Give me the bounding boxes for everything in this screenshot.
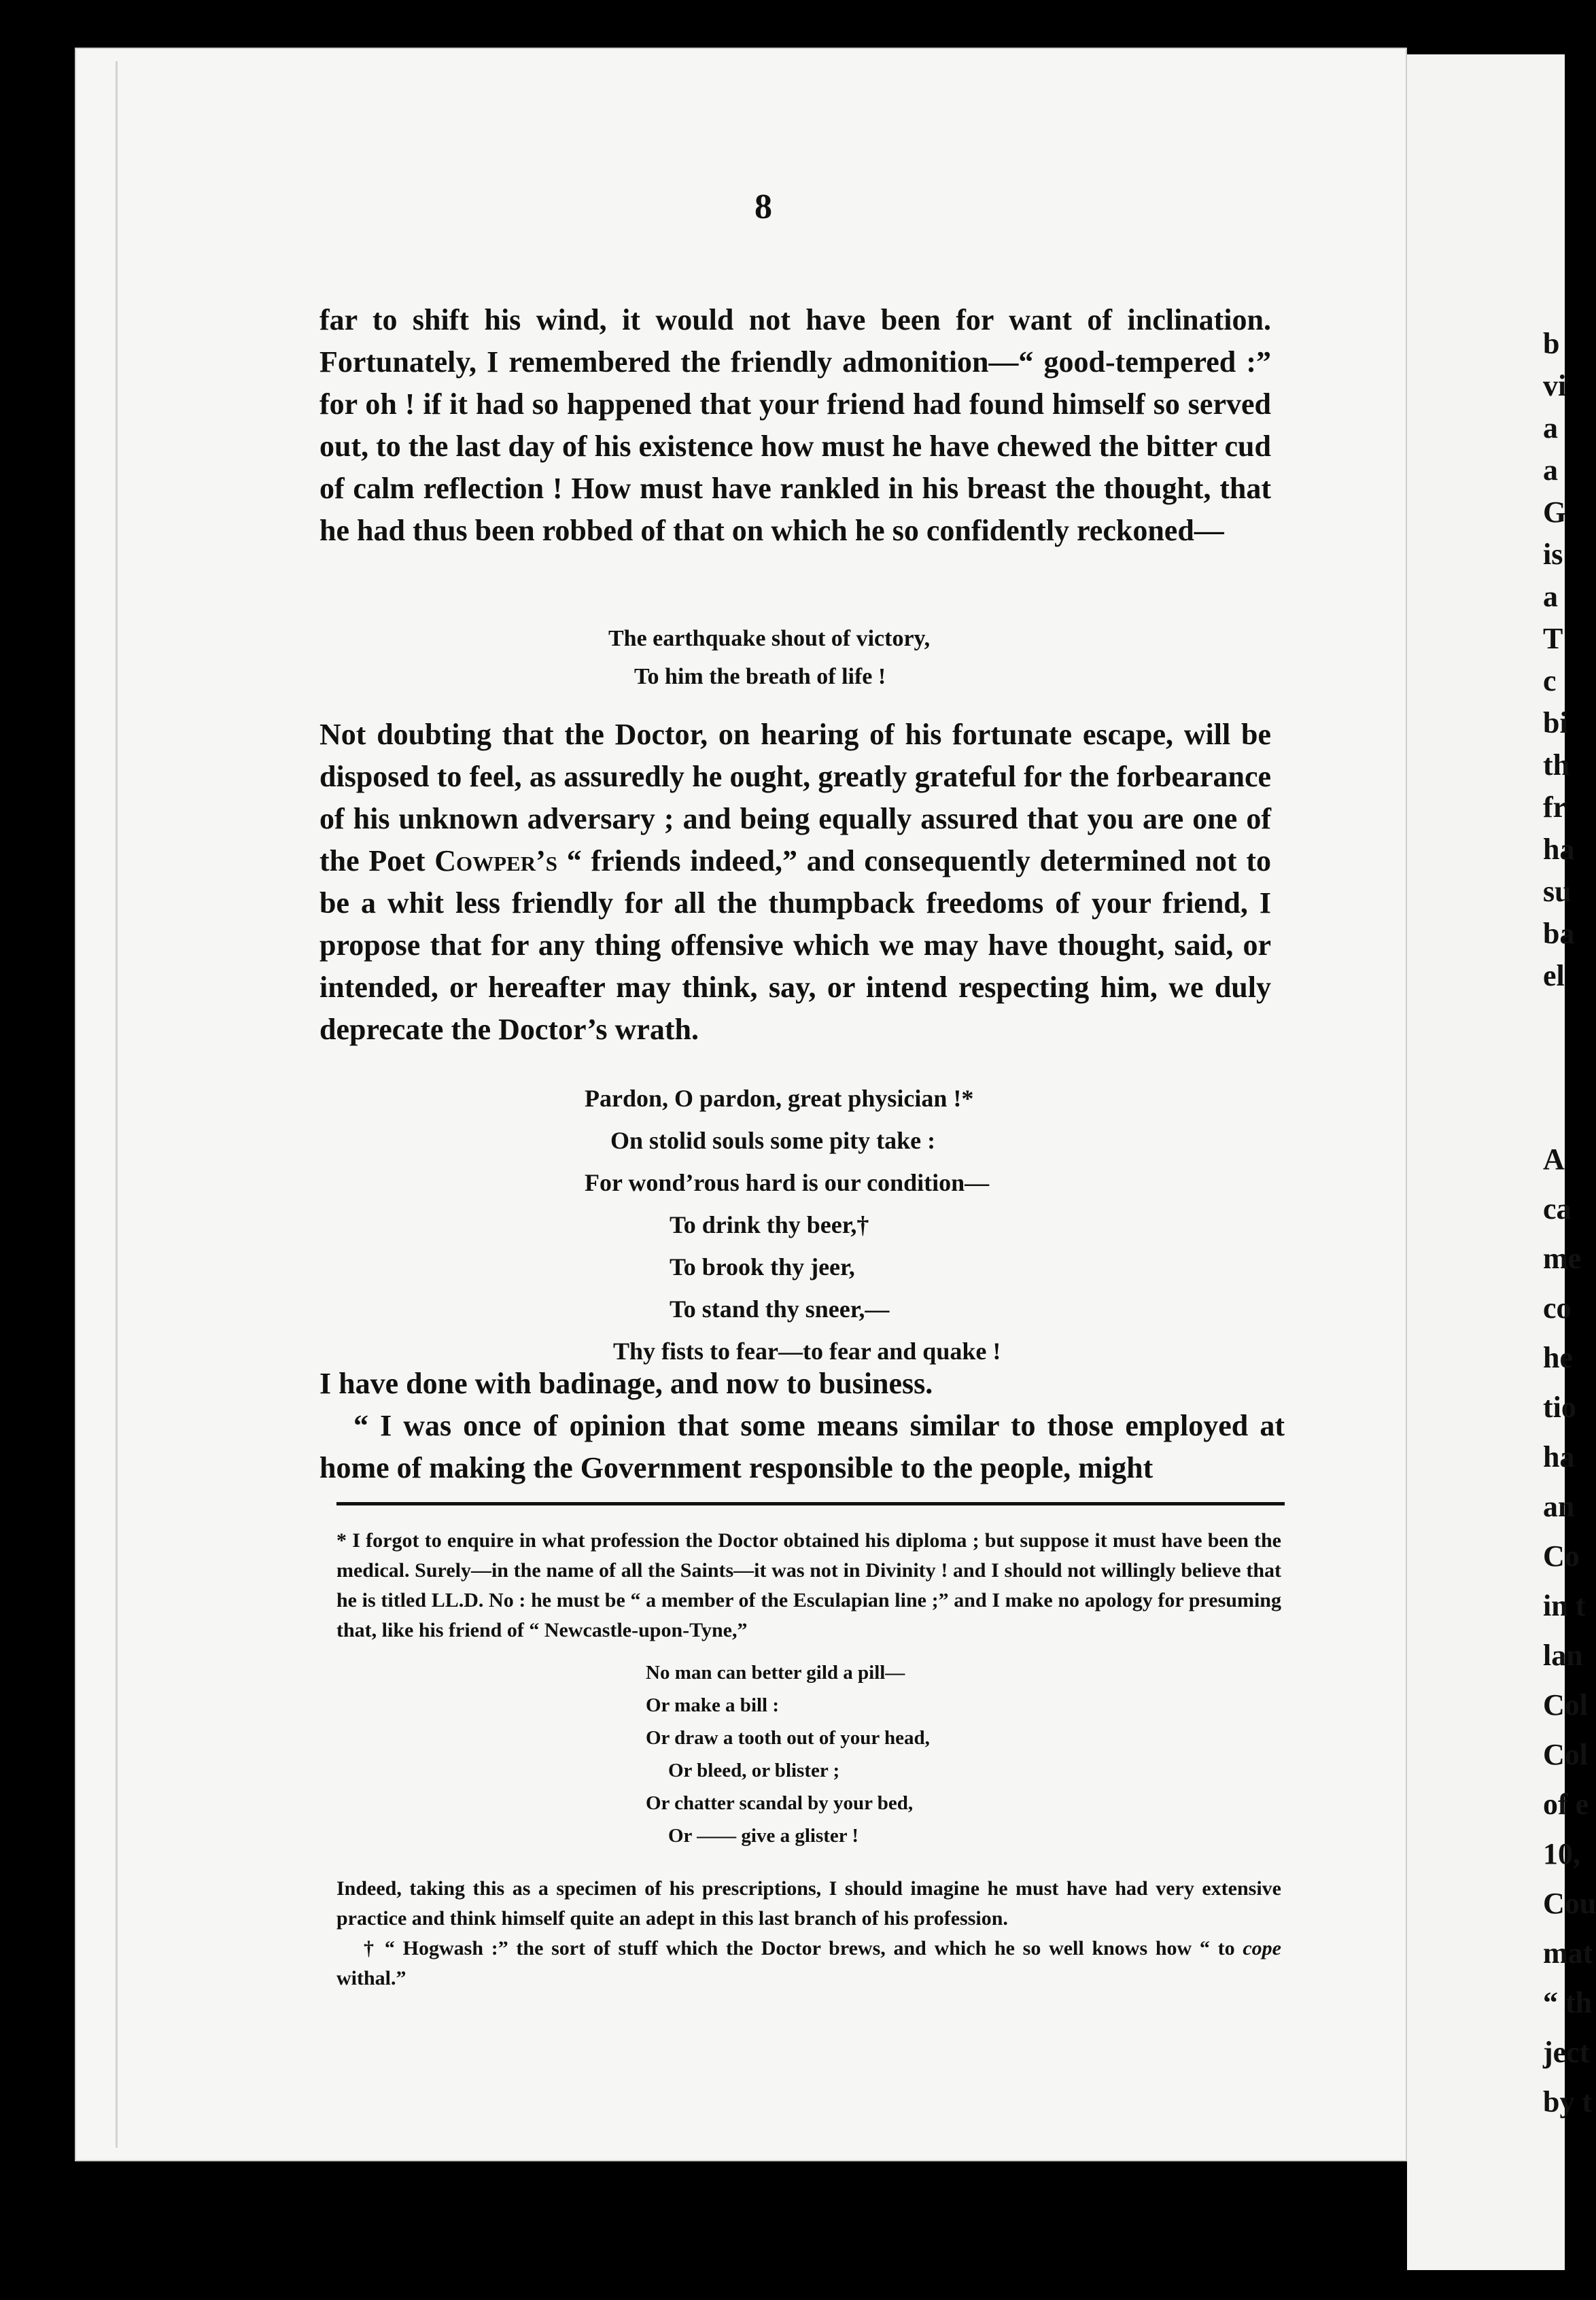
paragraph-3 — [319, 1363, 1285, 1489]
adjacent-page-text: a — [1543, 411, 1558, 445]
page-edge — [116, 61, 118, 2148]
adjacent-page-text: tio — [1543, 1391, 1576, 1424]
adjacent-page-text: a — [1543, 453, 1558, 487]
adjacent-page-text: su — [1543, 875, 1572, 908]
adjacent-page-text: b — [1543, 327, 1560, 360]
adjacent-page-text: vi — [1543, 369, 1567, 402]
adjacent-page-text: mat — [1543, 1936, 1593, 1970]
paragraph-2 — [319, 714, 1271, 1051]
adjacent-page-text: ha — [1543, 833, 1575, 866]
paragraph-3-line: I have done with badinage, and now to business. — [319, 1367, 933, 1400]
paragraph-2-text — [319, 714, 1271, 1051]
verse-line: Or make a bill : — [646, 1694, 780, 1716]
adjacent-page-text: ba — [1543, 917, 1575, 950]
adjacent-page-text: co — [1543, 1291, 1572, 1325]
paragraph-2-part: Not doubting that the Doctor, on hearing of his fortunate escape, will be disposed to feel, as assuredly he ought, greatly grateful for the forbearance of his unknown adversary ; and being equally assured that you are one of the Poet — [319, 718, 1271, 877]
adjacent-page-text: an — [1543, 1490, 1575, 1523]
footnotes — [336, 1526, 1281, 1993]
footnote-2-part: † “ Hogwash :” the sort of stuff which the Doctor brews, and which he so well knows how “ to — [364, 1937, 1243, 1959]
verse-line: To brook thy jeer, — [670, 1253, 855, 1280]
verse-line: For wond’rous hard is our condition— — [585, 1169, 990, 1196]
adjacent-page-text: he — [1543, 1341, 1573, 1374]
adjacent-page-text: 10, — [1543, 1837, 1580, 1870]
adjacent-page-text: ject — [1543, 2036, 1590, 2069]
verse-line: No man can better gild a pill— — [646, 1662, 905, 1684]
adjacent-page-fragment — [1407, 54, 1596, 2270]
adjacent-page-text: bi — [1543, 706, 1568, 739]
adjacent-page-text: is — [1543, 538, 1563, 571]
adjacent-page-text: me — [1543, 1242, 1582, 1275]
adjacent-page-text: fr — [1543, 790, 1567, 824]
adjacent-page-text: a — [1543, 580, 1558, 613]
verse-line: The earthquake shout of victory, — [608, 626, 931, 651]
poet-name: Cowper’s — [434, 844, 558, 877]
verse-line: To drink thy beer,† — [670, 1211, 869, 1238]
verse-line: Or chatter scandal by your bed, — [646, 1792, 914, 1814]
verse-line: Or bleed, or blister ; — [668, 1760, 840, 1781]
verse-line: Or —— give a glister ! — [668, 1825, 859, 1847]
page-number: 8 — [754, 188, 772, 226]
verse-line: To stand thy sneer,— — [670, 1295, 890, 1323]
footnote-2-italic: cope — [1243, 1937, 1281, 1959]
adjacent-page-text: ca — [1543, 1192, 1572, 1225]
adjacent-page-text: of e — [1543, 1788, 1589, 1821]
footnote-1: * I forgot to enquire in what profession the Doctor obtained his diploma ; but suppose it must have been the medical. Surely—in the name of all the Saints—it was not in Divinity ! and I should not willingly believe that he is titled LL.D. No : he must be “ a member of the Esculapian line ;” and I make no apology for presuming that, like his friend of “ Newcastle-upon-Tyne,” — [336, 1529, 1281, 1641]
adjacent-page-text: ha — [1543, 1440, 1575, 1474]
adjacent-page-text: “ th — [1543, 1986, 1593, 2019]
adjacent-page-text: c — [1543, 664, 1557, 697]
adjacent-page-text: by t — [1543, 2085, 1593, 2119]
verse-line: Thy fists to fear—to fear and quake ! — [613, 1338, 1001, 1365]
paragraph-2-part: “ friends indeed,” and consequently determined not to be a whit less friendly for all the thumpback freedoms of your friend, I propose that for any thing offensive which we may have thought, said, or intended, or hereafter may think, say, or intend respecting him, we duly deprecate the Doctor’s wrath. — [319, 844, 1271, 1046]
adjacent-page-text: Cou — [1543, 1887, 1596, 1920]
verse-line: To him the breath of life ! — [634, 664, 886, 689]
adjacent-page-text: lan — [1543, 1639, 1583, 1672]
adjacent-page-text: T — [1543, 622, 1563, 655]
adjacent-page-text: Col — [1543, 1688, 1588, 1722]
verse-quote-1 — [608, 620, 930, 696]
footnote-2 — [336, 1934, 1281, 1993]
paragraph-3-text: “ I was once of opinion that some means similar to those employed at home of making the Government responsible to the people, might — [319, 1409, 1285, 1484]
verse-line: Or draw a tooth out of your head, — [646, 1727, 930, 1749]
adjacent-page-text: Col — [1543, 1738, 1588, 1771]
adjacent-page-text: in t — [1543, 1589, 1586, 1622]
adjacent-page-text: G — [1543, 495, 1567, 529]
footnote-verse — [336, 1658, 1281, 1862]
adjacent-page-text: th — [1543, 748, 1570, 782]
footnote-rule — [336, 1502, 1285, 1505]
adjacent-page-text: A — [1543, 1143, 1565, 1176]
verse-line: Pardon, O pardon, great physician !* — [585, 1085, 974, 1112]
footnote-1-end: Indeed, taking this as a specimen of his prescriptions, I should imagine he must have had very extensive practice and think himself quite an adept in this last branch of his profession. — [336, 1877, 1281, 1930]
paragraph-1 — [319, 299, 1271, 552]
footnote-2-part: withal.” — [336, 1967, 406, 1989]
adjacent-page-text: el — [1543, 959, 1565, 992]
paragraph-1-text: far to shift his wind, it would not have been for want of inclination. Fortunately, I remembered the friendly admonition—“ good-tempered :” for oh ! if it had so happened that your friend had found himself so served out, to the last day of his existence how must he have chewed the bitter cud of calm reflection ! How must have rankled in his breast the thought, that he had thus been robbed of that on which he so confidently reckoned— — [319, 303, 1271, 547]
adjacent-page-text: Co — [1543, 1539, 1580, 1573]
verse-line: On stolid souls some pity take : — [610, 1127, 936, 1154]
